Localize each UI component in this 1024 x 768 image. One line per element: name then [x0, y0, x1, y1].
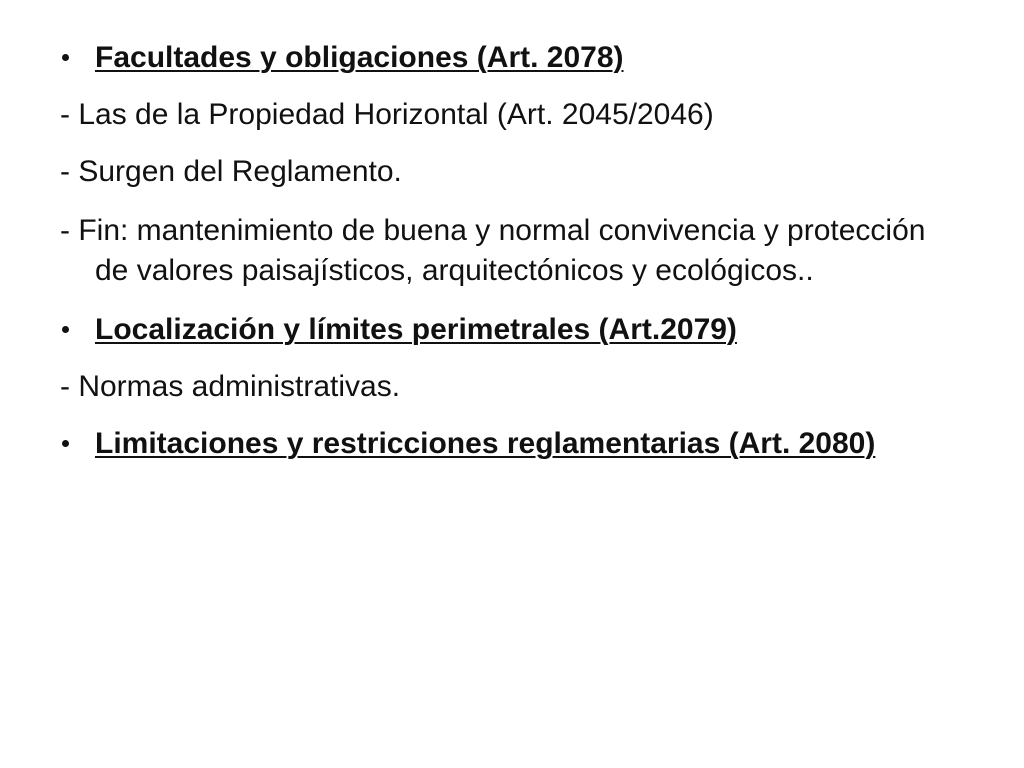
- bullet-icon: [62, 440, 69, 447]
- section-1-line-3: - Fin: mantenimiento de buena y normal convivencia y protección de valores paisajísticos, arquitectónicos y ecológicos..: [60, 214, 926, 287]
- section-1-heading: Facultades y obligaciones (Art. 2078): [95, 41, 624, 74]
- section-3-heading: Limitaciones y restricciones reglamentarias (Art. 2080): [95, 427, 876, 460]
- section-1-line-1: - Las de la Propiedad Horizontal (Art. 2045/2046): [60, 98, 714, 131]
- section-3: [60, 426, 960, 462]
- section-1-line-2: - Surgen del Reglamento.: [60, 155, 402, 188]
- section-1: [60, 40, 960, 76]
- section-2-heading: Localización y límites perimetrales (Art.2079): [95, 313, 737, 346]
- bullet-icon: [62, 54, 69, 61]
- section-2: [60, 312, 960, 348]
- bullet-icon: [62, 326, 69, 333]
- section-2-line-1: - Normas administrativas.: [60, 370, 401, 403]
